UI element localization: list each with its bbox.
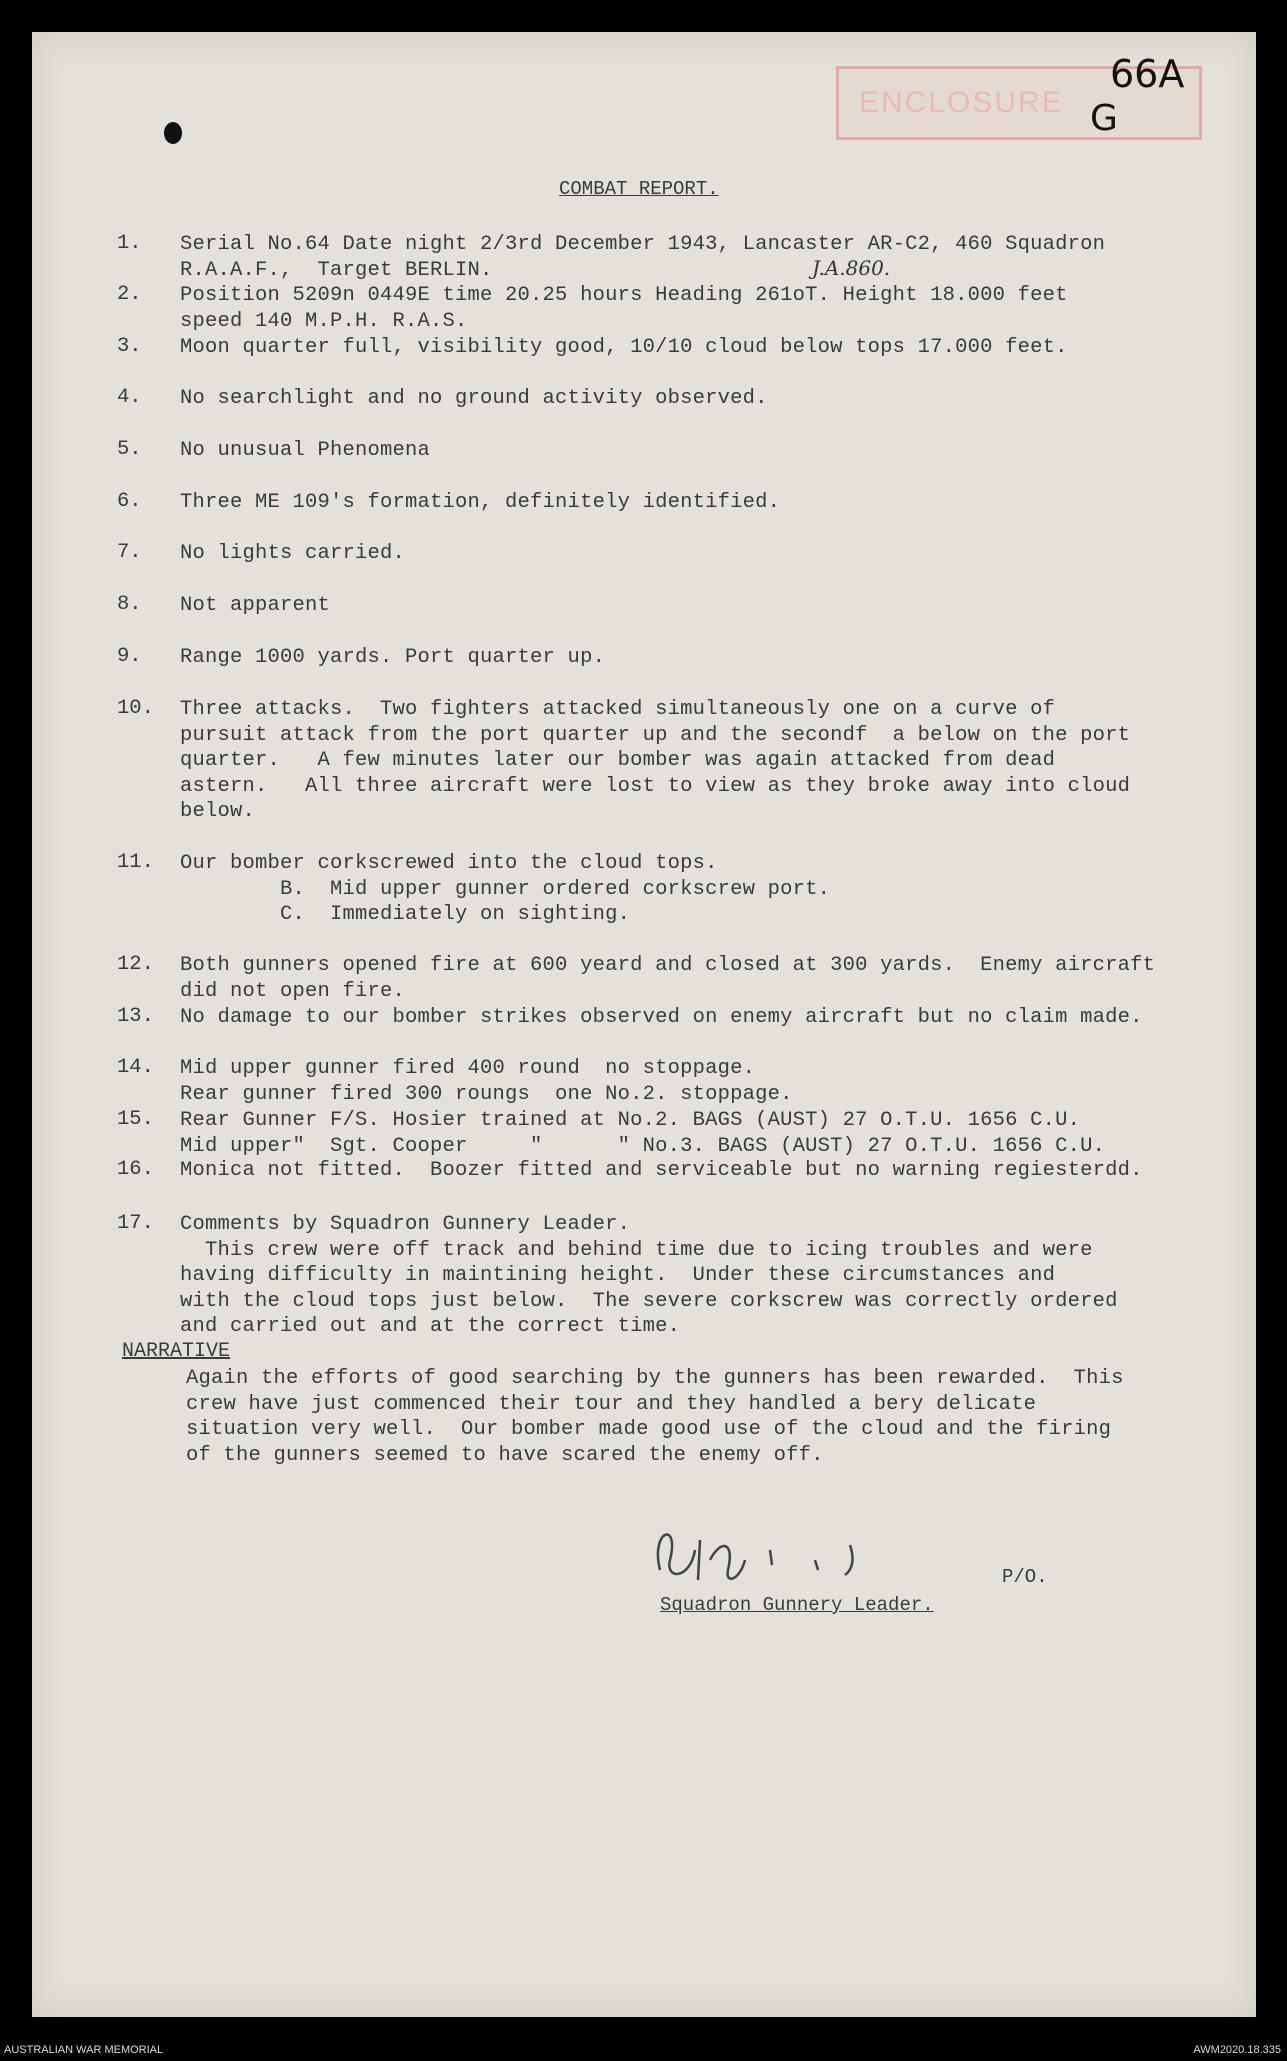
item-text-line: Monica not fitted. Boozer fitted and serviceable but no warning regiesterdd. <box>180 1159 1143 1182</box>
item-text-line: R.A.A.F., Target BERLIN. <box>180 258 493 282</box>
punch-hole <box>164 122 182 144</box>
item-text-line: Serial No.64 Date night 2/3rd December 1943, Lancaster AR-C2, 460 Squadron <box>180 233 1106 256</box>
item-text-line: Rear Gunner F/S. Hosier trained at No.2. BAGS (AUST) 27 O.T.U. 1656 C.U. <box>180 1109 1081 1132</box>
item-text-line: Moon quarter full, visibility good, 10/10 cloud below tops 17.000 feet. <box>180 336 1068 359</box>
item-number: 13. <box>117 1005 154 1028</box>
item-text-line: B. Mid upper gunner ordered corkscrew port. <box>180 877 831 901</box>
item-text-line: Both gunners opened fire at 600 yeard and closed at 300 yards. Enemy aircraft <box>180 954 1156 977</box>
narrative-line: of the gunners seemed to have scared the enemy off. <box>186 1443 824 1467</box>
item-text-line: with the cloud tops just below. The severe corkscrew was correctly ordered <box>180 1289 1118 1313</box>
footer-left: AUSTRALIAN WAR MEMORIAL <box>4 2044 164 2056</box>
item-number: 14. <box>117 1056 154 1079</box>
item-number: 8. <box>117 593 142 616</box>
item-text-line: Mid upper" Sgt. Cooper " " No.3. BAGS (AUST) 27 O.T.U. 1656 C.U. <box>180 1134 1106 1158</box>
item-number: 5. <box>117 438 142 461</box>
item-text-line: Three attacks. Two fighters attacked simultaneously one on a curve of <box>180 698 1056 721</box>
item-text-line: astern. All three aircraft were lost to view as they broke away into cloud <box>180 774 1131 798</box>
item-text-line: C. Immediately on sighting. <box>180 903 631 927</box>
item-number: 9. <box>117 645 142 668</box>
item-number: 3. <box>117 335 142 358</box>
item-text-line: Comments by Squadron Gunnery Leader. <box>180 1213 631 1236</box>
item-text-line: Range 1000 yards. Port quarter up. <box>180 646 606 669</box>
signature-rank: P/O. <box>1002 1566 1048 1588</box>
item-number: 17. <box>117 1212 154 1235</box>
narrative-line: crew have just commenced their tour and they handled a bery delicate <box>186 1392 1037 1416</box>
item-number: 7. <box>117 541 142 564</box>
item-number: 10. <box>117 697 154 720</box>
item-text-line: and carried out and at the correct time. <box>180 1315 681 1339</box>
item-text-line: No unusual Phenomena <box>180 439 431 462</box>
narrative-line: situation very well. Our bomber made good use of the cloud and the firing <box>186 1418 1112 1442</box>
item-text-line: pursuit attack from the port quarter up and the secondf a below on the port <box>180 723 1131 747</box>
report-title: COMBAT REPORT. <box>559 178 719 200</box>
item-text-line: This crew were off track and behind time due to icing troubles and were <box>180 1238 1093 1262</box>
item-number: 2. <box>117 283 142 306</box>
enclosure-stamp: ENCLOSURE <box>836 66 1202 140</box>
narrative-line: Again the efforts of good searching by the gunners has been rewarded. This <box>186 1367 1124 1390</box>
footer-right: AWM2020.18.335 <box>1193 2044 1281 2056</box>
narrative-heading: NARRATIVE <box>122 1340 231 1363</box>
folio-mark: G <box>1090 98 1118 139</box>
item-number: 16. <box>117 1158 154 1181</box>
signature-title: Squadron Gunnery Leader. <box>660 1594 934 1616</box>
item-number: 11. <box>117 851 154 874</box>
item-number: 12. <box>117 953 154 976</box>
item-text-line: Rear gunner fired 300 roungs one No.2. stoppage. <box>180 1082 793 1106</box>
handwritten-serial: J.A.860. <box>812 256 891 280</box>
item-number: 4. <box>117 386 142 409</box>
item-text-line: speed 140 M.P.H. R.A.S. <box>180 309 468 333</box>
item-text-line: below. <box>180 800 256 824</box>
item-number: 6. <box>117 490 142 513</box>
item-text-line: having difficulty in maintining height. Under these circumstances and <box>180 1264 1056 1288</box>
item-text-line: No searchlight and no ground activity observed. <box>180 387 768 410</box>
item-text-line: No damage to our bomber strikes observed on enemy aircraft but no claim made. <box>180 1006 1143 1029</box>
item-text-line: quarter. A few minutes later our bomber was again attacked from dead <box>180 749 1056 773</box>
item-text-line: Not apparent <box>180 594 331 617</box>
item-text-line: Three ME 109's formation, definitely identified. <box>180 491 781 514</box>
item-text-line: No lights carried. <box>180 542 406 565</box>
item-text-line: Mid upper gunner fired 400 round no stoppage. <box>180 1057 756 1080</box>
item-text-line: Our bomber corkscrewed into the cloud tops. <box>180 852 718 875</box>
folio-number: 66A <box>1110 52 1185 96</box>
item-number: 1. <box>117 232 142 255</box>
item-number: 15. <box>117 1108 154 1131</box>
item-text-line: did not open fire. <box>180 979 406 1003</box>
item-text-line: Position 5209n 0449E time 20.25 hours Heading 261oT. Height 18.000 feet <box>180 284 1068 307</box>
